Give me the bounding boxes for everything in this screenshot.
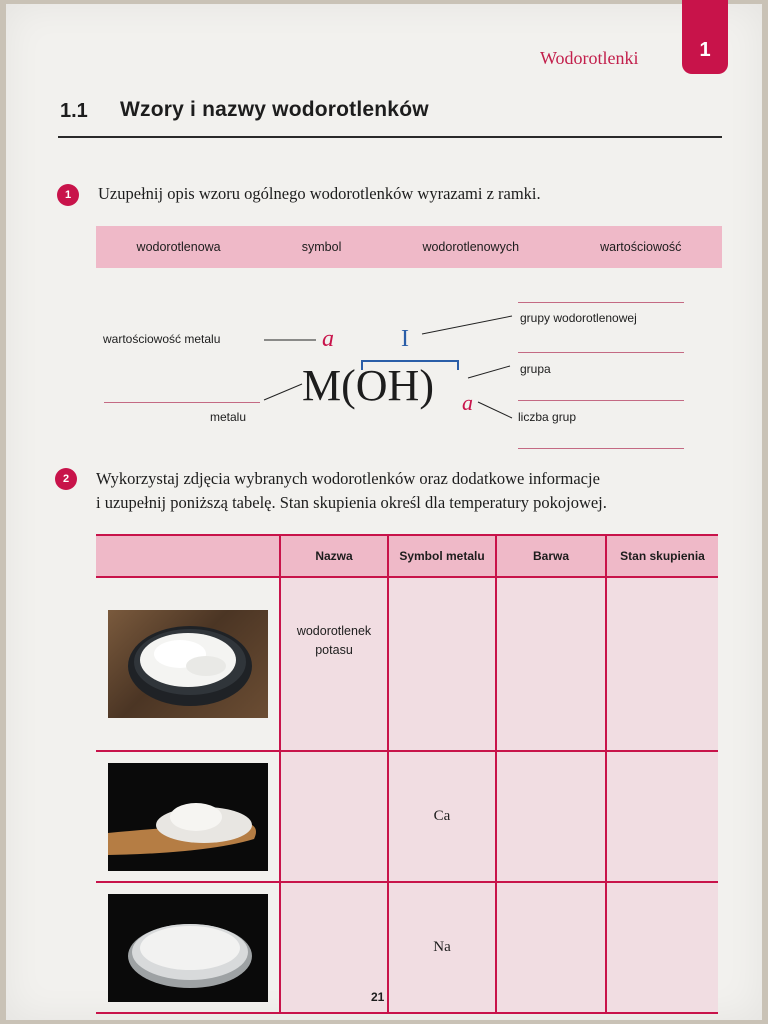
section-number: 1.1 xyxy=(60,100,88,122)
roman-numeral-one: I xyxy=(401,326,409,352)
table-row xyxy=(96,577,718,751)
answer-line[interactable] xyxy=(518,352,684,353)
label-metal: metalu xyxy=(210,410,247,424)
cell-color[interactable] xyxy=(496,751,606,882)
hydroxide-table xyxy=(96,534,718,1014)
page-number: 21 xyxy=(371,990,385,1004)
photo-sodium-hydroxide xyxy=(108,894,268,1002)
section-title: Wzory i nazwy wodorotlenków xyxy=(120,98,429,121)
photo-potassium-hydroxide xyxy=(108,610,268,718)
label-group-count: liczba grup xyxy=(518,410,577,424)
cell-state[interactable] xyxy=(606,882,718,1013)
task-2-badge: 2 xyxy=(55,468,77,490)
task-1-instruction: Uzupełnij opis wzoru ogólnego wodorotlenków wyrazami z ramki. xyxy=(98,184,541,203)
cell-symbol[interactable] xyxy=(388,577,496,751)
table-header-row xyxy=(96,535,718,577)
formula-subscript-a: a xyxy=(462,390,473,415)
photo-cell xyxy=(96,882,280,1013)
cell-state[interactable] xyxy=(606,751,718,882)
task-2-instruction-line-2: i uzupełnij poniższą tabelę. Stan skupienia określ dla temperatury pokojowej. xyxy=(96,493,607,512)
table-header xyxy=(96,535,280,577)
cell-state[interactable] xyxy=(606,577,718,751)
cell-name[interactable] xyxy=(280,751,388,882)
photo-calcium-hydroxide xyxy=(108,763,268,871)
photo-cell xyxy=(96,751,280,882)
table-row xyxy=(96,882,718,1013)
answer-line[interactable] xyxy=(518,302,684,303)
cell-name[interactable]: wodorotlenek potasu xyxy=(280,577,388,751)
cell-color[interactable] xyxy=(496,577,606,751)
chapter-title: Wodorotlenki xyxy=(540,48,639,68)
table-header-name: Nazwa xyxy=(280,535,388,577)
word-bank-item[interactable]: wodorotlenowych xyxy=(422,240,520,254)
label-metal-valence: wartościowość metalu xyxy=(103,332,221,346)
cell-symbol[interactable]: Ca xyxy=(388,751,496,882)
general-formula: M(OH) xyxy=(302,361,434,410)
table-header-symbol: Symbol metalu xyxy=(388,535,496,577)
chapter-number-tab: 1 xyxy=(682,0,728,74)
cell-color[interactable] xyxy=(496,882,606,1013)
word-bank-item[interactable]: symbol xyxy=(301,240,342,254)
task-2-instruction-line-1: Wykorzystaj zdjęcia wybranych wodorotlenków oraz dodatkowe informacje xyxy=(96,469,600,488)
answer-line[interactable] xyxy=(518,400,684,401)
answer-line[interactable] xyxy=(104,402,260,403)
cell-symbol[interactable]: Na xyxy=(388,882,496,1013)
table-header-color: Barwa xyxy=(496,535,606,577)
label-group: grupa xyxy=(520,362,551,376)
answer-line[interactable] xyxy=(518,448,684,449)
photo-cell xyxy=(96,577,280,751)
task-1-badge: 1 xyxy=(57,184,79,206)
label-group-valence: grupy wodorotlenowej xyxy=(520,311,637,325)
table-header-state: Stan skupienia xyxy=(606,535,718,577)
word-bank-item[interactable]: wartościowość xyxy=(600,240,682,254)
valence-variable-a: a xyxy=(322,326,334,352)
table-row xyxy=(96,751,718,882)
word-bank-item[interactable]: wodorotlenowa xyxy=(136,240,221,254)
